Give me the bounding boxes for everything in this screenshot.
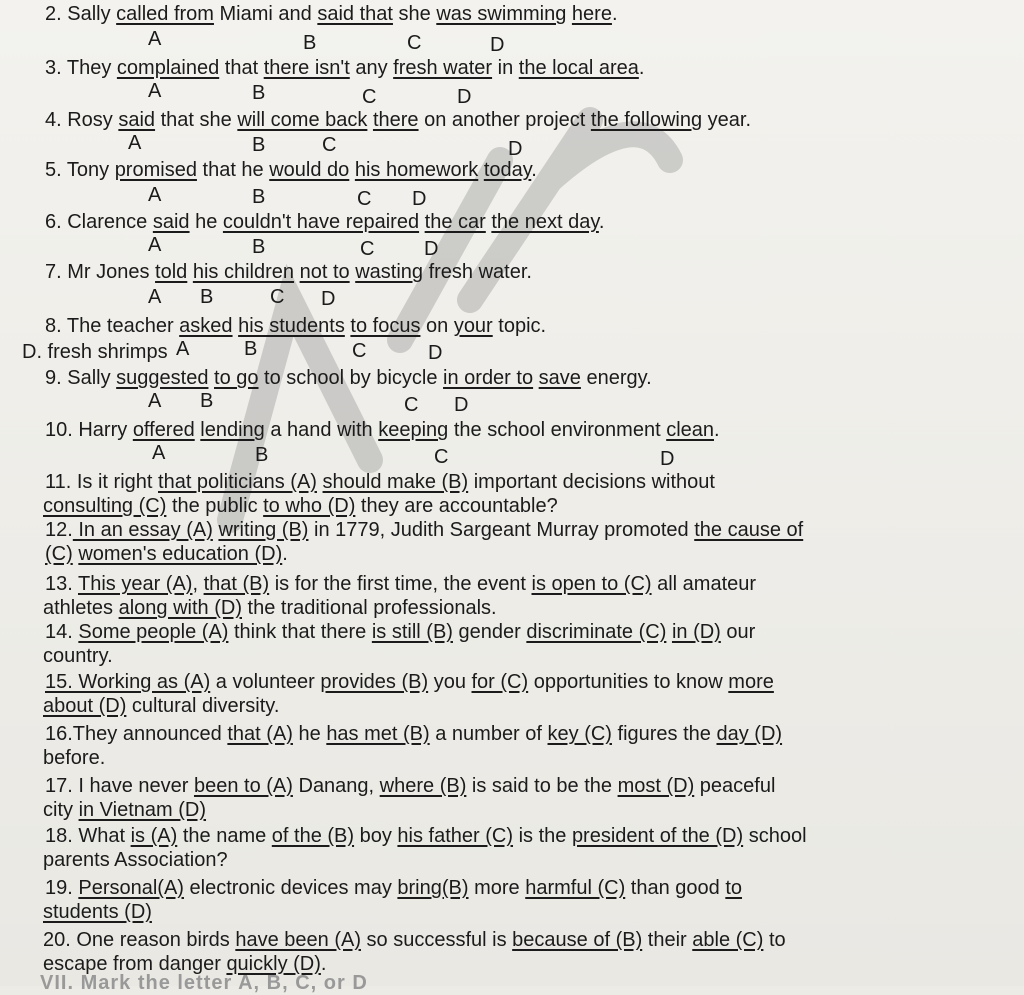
underlined-option: should make (B) (322, 471, 469, 493)
underlined-option: called from (116, 3, 214, 25)
underlined-option: couldn't have repaired (222, 211, 420, 233)
underlined-option: clean (666, 419, 714, 441)
underlined-option: of the (B) (271, 825, 355, 847)
question-text: important decisions without (468, 471, 715, 493)
question-text: she (392, 3, 437, 25)
question-text: the name (177, 825, 272, 847)
question-text: 17. I have never (45, 775, 194, 797)
underlined-option: that (B) (203, 573, 270, 595)
underlined-option: president of the (D) (571, 825, 744, 847)
underlined-option: Some people (A) (78, 621, 229, 643)
underlined-option: there isn't (263, 57, 350, 79)
question-text: electronic devices may (183, 877, 398, 899)
underlined-option: here (571, 3, 612, 25)
question-text: 5. Tony (45, 159, 115, 181)
underlined-option: in order to (443, 367, 534, 389)
question-line (43, 798, 206, 822)
question-line (43, 694, 279, 718)
question-line (45, 670, 774, 694)
underlined-option: his father (C) (397, 825, 514, 847)
question-text: . (282, 543, 288, 565)
underlined-option: able (C) (692, 929, 764, 951)
underlined-option: save (538, 367, 581, 389)
option-letter: B (252, 236, 266, 258)
underlined-option: keeping (378, 419, 449, 441)
question-text: 19. (45, 877, 79, 899)
question-text: a volunteer (210, 671, 321, 693)
question-text: that she (155, 109, 238, 131)
underlined-option: for (C) (471, 671, 529, 693)
underlined-option: (C) (45, 543, 73, 565)
underlined-option: his homework (354, 159, 479, 181)
underlined-option: consulting (C) (43, 495, 167, 517)
question-text: so successful is (360, 929, 513, 951)
question-line (43, 596, 497, 620)
underlined-option: was swimming (436, 3, 567, 25)
option-letter: A (148, 234, 162, 256)
question-text: fresh water. (423, 261, 532, 283)
question-text: 16.They announced (45, 723, 228, 745)
option-letter: A (128, 132, 142, 154)
question-line (45, 876, 742, 900)
underlined-option: will come back (237, 109, 368, 131)
question-text: city (43, 799, 79, 821)
question-text: 12. (45, 519, 73, 541)
question-text: that he (196, 159, 270, 181)
question-text: opportunities to know (528, 671, 729, 693)
underlined-option: in Vietnam (D) (78, 799, 207, 821)
question-text: before. (43, 747, 106, 769)
underlined-option: quickly (D) (226, 953, 321, 975)
question-text: escape from danger (43, 953, 227, 975)
option-letter: C (407, 32, 422, 54)
option-letter: C (434, 446, 449, 468)
question-line (45, 572, 756, 596)
question-text: 11. Is it right (45, 471, 159, 493)
underlined-option: said (152, 211, 190, 233)
question-line (43, 900, 152, 924)
question-text: parents Association? (43, 849, 228, 871)
question-text: the school environment (448, 419, 667, 441)
question-text: the public (166, 495, 264, 517)
underlined-option: today (483, 159, 532, 181)
question-text: on (420, 315, 454, 337)
question-text: school (743, 825, 807, 847)
question-line (45, 260, 532, 284)
question-text: is said to be the (466, 775, 618, 797)
question-line (45, 314, 546, 338)
underlined-option: the local area (518, 57, 639, 79)
question-text: country. (43, 645, 113, 667)
question-text: gender (452, 621, 527, 643)
question-text: boy (354, 825, 398, 847)
question-text: 3. They (45, 57, 117, 79)
underlined-option: day (D) (716, 723, 783, 745)
option-letter: B (244, 338, 258, 360)
underlined-option: not to (299, 261, 350, 283)
question-line (45, 2, 618, 26)
question-line (45, 620, 755, 644)
question-text: all amateur (651, 573, 757, 595)
question-text: 7. Mr Jones (45, 261, 156, 283)
question-line (45, 56, 644, 80)
underlined-option: the following (590, 109, 703, 131)
underlined-option: is open to (C) (531, 573, 652, 595)
question-text: 14. (45, 621, 79, 643)
underlined-option: writing (B) (218, 519, 309, 541)
question-text: athletes (43, 597, 119, 619)
underlined-option: asked (179, 315, 233, 337)
option-letter: D (490, 34, 505, 56)
underlined-option: to who (D) (263, 495, 356, 517)
underlined-option: offered (132, 419, 195, 441)
option-letter: D (660, 448, 675, 470)
underlined-option: said (118, 109, 156, 131)
question-text: you (428, 671, 472, 693)
question-text: that (219, 57, 264, 79)
underlined-option: have been (A) (235, 929, 361, 951)
underlined-option: provides (B) (320, 671, 429, 693)
question-text: . (714, 419, 720, 441)
question-text: the traditional professionals. (242, 597, 497, 619)
underlined-option: harmful (C) (525, 877, 626, 899)
option-letter: C (362, 86, 377, 108)
option-letter: D (321, 288, 336, 310)
question-text: figures the (611, 723, 717, 745)
question-text: . (638, 57, 645, 79)
underlined-option: your (453, 315, 493, 337)
option-letter: D (412, 188, 427, 210)
underlined-option: to focus (350, 315, 421, 337)
option-letter: B (252, 82, 266, 104)
option-letter: D (428, 342, 443, 364)
stray-answer-text: D. fresh shrimps (22, 341, 168, 363)
underlined-option: to (725, 877, 743, 899)
question-text: think that there (228, 621, 372, 643)
underlined-option: fresh water (393, 57, 493, 79)
question-text: . (531, 159, 537, 181)
question-line (45, 470, 715, 494)
question-text: 10. Harry (45, 419, 133, 441)
underlined-option: In an essay (A) (72, 519, 213, 541)
underlined-option: is still (B) (371, 621, 453, 643)
question-line (45, 722, 782, 746)
underlined-option: because of (B) (512, 929, 643, 951)
question-text: their (642, 929, 693, 951)
section-heading-cutoff: VII. Mark the letter A, B, C, or D (40, 972, 368, 994)
question-line (45, 824, 807, 848)
underlined-option: complained (116, 57, 220, 79)
option-letter: C (322, 134, 337, 156)
underlined-option: would do (269, 159, 350, 181)
option-letter: D (508, 138, 523, 160)
question-text: than good (625, 877, 726, 899)
underlined-option: his students (238, 315, 345, 337)
question-text: , (192, 573, 204, 595)
underlined-option: has met (B) (326, 723, 430, 745)
underlined-option: his children (192, 261, 295, 283)
question-text: 20. One reason birds (43, 929, 236, 951)
question-text: . (598, 211, 605, 233)
question-text: . (320, 953, 327, 975)
question-line (45, 542, 288, 566)
question-line (45, 418, 720, 442)
option-letter: A (148, 390, 162, 412)
option-letter: B (252, 134, 266, 156)
question-text: our (720, 621, 756, 643)
question-line (43, 746, 105, 770)
question-text: 18. What (45, 825, 131, 847)
question-text: year. (702, 109, 751, 131)
question-text: cultural diversity. (126, 695, 280, 717)
underlined-option: there (372, 109, 419, 131)
question-text: in (492, 57, 519, 79)
option-letter: A (148, 28, 162, 50)
question-text: 6. Clarence (45, 211, 153, 233)
underlined-option: that politicians (A) (158, 471, 317, 493)
question-text: more (468, 877, 526, 899)
underlined-option: Personal(A) (78, 877, 184, 899)
question-line (45, 518, 803, 542)
option-letter: B (200, 286, 214, 308)
question-text: a hand with (264, 419, 379, 441)
underlined-option: told (155, 261, 188, 283)
question-text: 9. Sally (45, 367, 117, 389)
option-letter: C (404, 394, 419, 416)
underlined-option: the car (424, 211, 486, 233)
underlined-option: been to (A) (193, 775, 293, 797)
question-text: 8. The teacher (45, 315, 180, 337)
question-text: in 1779, Judith Sargeant Murray promoted (308, 519, 695, 541)
underlined-option: wasting (355, 261, 424, 283)
question-text: 13. (45, 573, 78, 595)
underlined-option: in (D) (671, 621, 721, 643)
option-letter: B (255, 444, 269, 466)
option-letter: C (357, 188, 372, 210)
question-text: to school by bicycle (258, 367, 444, 389)
option-letter: D (454, 394, 469, 416)
question-line (45, 366, 652, 390)
option-letter: D (457, 86, 472, 108)
underlined-option: to go (214, 367, 259, 389)
question-text: he (189, 211, 223, 233)
question-text: topic. (492, 315, 547, 337)
underlined-option: This year (A) (78, 573, 193, 595)
underlined-option: promised (114, 159, 197, 181)
question-text: . (611, 3, 618, 25)
question-text: is for the first time, the event (269, 573, 532, 595)
underlined-option: key (C) (547, 723, 612, 745)
question-text: Danang, (292, 775, 380, 797)
question-line (43, 494, 558, 518)
underlined-option: suggested (116, 367, 209, 389)
option-letter: C (360, 238, 375, 260)
option-letter: A (176, 338, 190, 360)
question-text: Miami and (213, 3, 318, 25)
underlined-option: the next day (491, 211, 599, 233)
underlined-option: said that (317, 3, 393, 25)
underlined-option: more (728, 671, 774, 693)
option-letter: C (270, 286, 285, 308)
question-line (45, 108, 751, 132)
underlined-option: women's education (D) (78, 543, 283, 565)
underlined-option: is (A) (130, 825, 178, 847)
underlined-option: along with (D) (118, 597, 242, 619)
question-line (43, 928, 786, 952)
option-letter: A (148, 184, 162, 206)
question-text: any (349, 57, 394, 79)
question-text: they are accountable? (355, 495, 558, 517)
option-letter: A (148, 80, 162, 102)
question-text: to (763, 929, 786, 951)
option-letter: B (200, 390, 214, 412)
underlined-option: discriminate (C) (526, 621, 667, 643)
question-text: on another project (418, 109, 591, 131)
option-letter: D (424, 238, 439, 260)
question-text: he (292, 723, 327, 745)
underlined-option: bring(B) (397, 877, 469, 899)
question-text: peaceful (694, 775, 776, 797)
underlined-option: the cause of (694, 519, 804, 541)
question-text: a number of (429, 723, 548, 745)
question-text: energy. (580, 367, 652, 389)
option-letter: A (148, 286, 162, 308)
question-text: 4. Rosy (45, 109, 119, 131)
question-line (45, 158, 537, 182)
question-line (45, 774, 775, 798)
option-letter: B (252, 186, 266, 208)
option-letter: B (303, 32, 317, 54)
option-letter: C (352, 340, 367, 362)
underlined-option: that (A) (227, 723, 293, 745)
question-text: is the (513, 825, 572, 847)
underlined-option: where (B) (379, 775, 467, 797)
question-text: 2. Sally (45, 3, 117, 25)
question-line (43, 644, 113, 668)
underlined-option: most (D) (617, 775, 695, 797)
underlined-option: lending (200, 419, 265, 441)
question-line (45, 210, 604, 234)
option-letter: A (152, 442, 166, 464)
question-line (43, 848, 228, 872)
underlined-option: 15. Working as (A) (45, 671, 211, 693)
underlined-option: students (D) (43, 901, 152, 923)
underlined-option: about (D) (43, 695, 127, 717)
